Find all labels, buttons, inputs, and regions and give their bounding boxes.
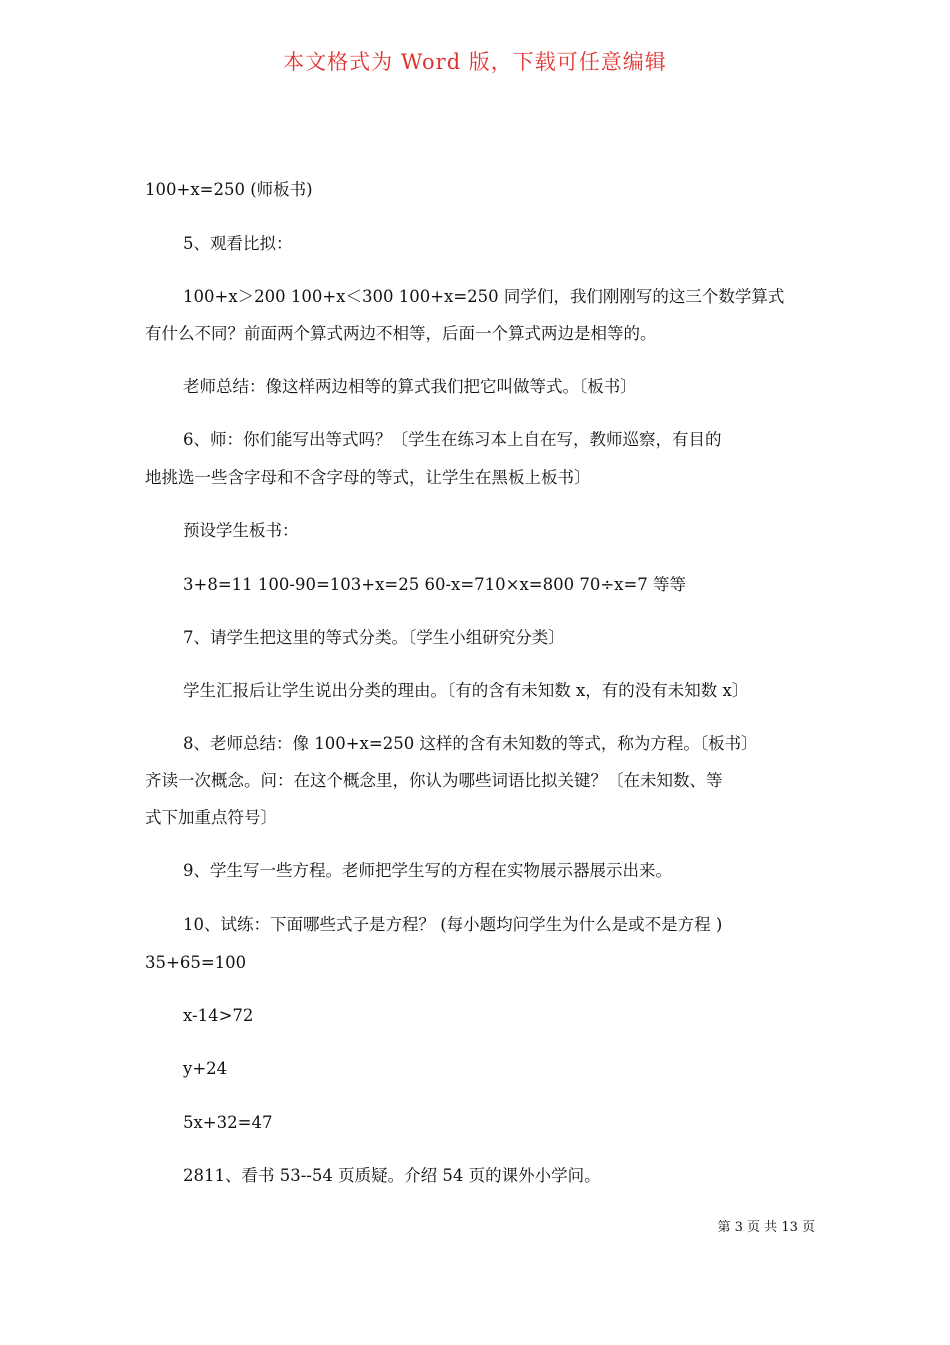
text-line: 齐读一次概念。问：在这个概念里，你认为哪些词语比拟关键？〔在未知数、等 <box>145 771 723 790</box>
text-line: 老师总结：像这样两边相等的算式我们把它叫做等式。〔板书〕 <box>183 377 637 396</box>
text-line: 7、请学生把这里的等式分类。〔学生小组研究分类〕 <box>183 628 565 647</box>
text-line: 10、试练：下面哪些式子是方程？ (每小题均问学生为什么是或不是方程 ) <box>183 915 723 934</box>
text-line: 5x+32=47 <box>183 1113 273 1132</box>
text-line: 100+x＞200 100+x＜300 100+x=250 同学们，我们刚刚写的这三个数学算式 <box>183 287 785 306</box>
text-line: x-14>72 <box>183 1006 254 1025</box>
text-line: 学生汇报后让学生说出分类的理由。〔有的含有未知数 x，有的没有未知数 x〕 <box>183 681 749 700</box>
text-line: 5、观看比拟： <box>183 234 293 253</box>
text-line: y+24 <box>183 1059 228 1078</box>
text-line: 有什么不同？前面两个算式两边不相等，后面一个算式两边是相等的。 <box>145 324 657 343</box>
page-number: 第 3 页 共 13 页 <box>717 1220 815 1235</box>
text-line: 35+65=100 <box>145 953 247 972</box>
text-line: 8、老师总结：像 100+x=250 这样的含有未知数的等式，称为方程。〔板书〕 <box>183 734 758 753</box>
text-line: 6、师：你们能写出等式吗？〔学生在练习本上自在写，教师巡察，有目的 <box>183 430 722 449</box>
text-line: 预设学生板书： <box>183 521 299 540</box>
text-line: 2811、看书 53--54 页质疑。介绍 54 页的课外小学问。 <box>183 1166 601 1185</box>
text-line: 3+8=11 100-90=103+x=25 60-x=710×x=800 70÷x=7 等等 <box>183 575 687 594</box>
text-line: 式下加重点符号〕 <box>145 808 277 827</box>
document-header-notice: 本文格式为 Word 版，下载可任意编辑 <box>283 50 667 74</box>
text-line: 地挑选一些含字母和不含字母的等式，让学生在黑板上板书〕 <box>145 468 591 487</box>
text-line: 9、学生写一些方程。老师把学生写的方程在实物展示器展示出来。 <box>183 861 672 880</box>
text-line: 100+x=250 (师板书) <box>145 180 313 199</box>
